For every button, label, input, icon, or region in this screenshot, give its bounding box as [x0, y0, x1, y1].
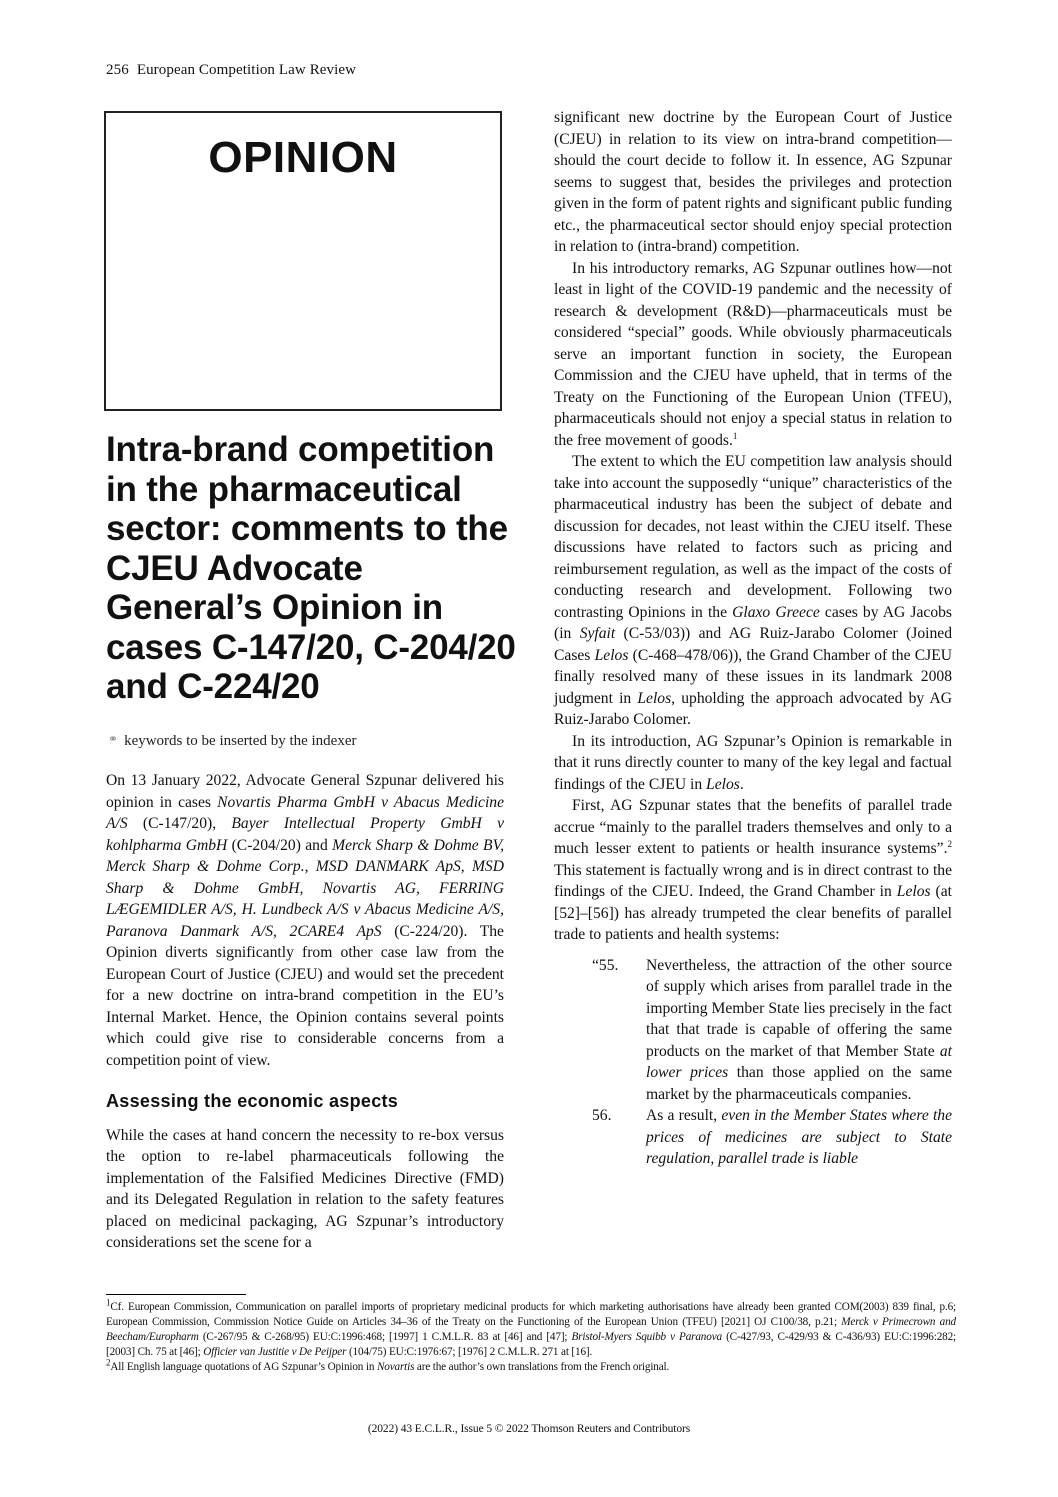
left-column: [106, 770, 504, 1254]
article-title: Intra-brand competition in the pharmaceutical sector: comments to the CJEU Advocate General’s Opinion in cases C-147/20, C-204/20 and C-224/20: [106, 430, 516, 706]
page-footer: (2022) 43 E.C.L.R., Issue 5 © 2022 Thomson Reuters and Contributors: [367, 1423, 691, 1435]
keywords-text: keywords to be inserted by the indexer: [124, 733, 357, 749]
quote-number: “55.: [592, 956, 619, 974]
footnote-text: Cf. European Commission, Communication on parallel imports of proprietary medicinal products for which marketing authorisations have already been granted COM(2003) 839 final, p.6; European Commission, Commission Notice Guide on Articles 34–36 of the Treaty on the Functioning of the European Union (TFEU) [2021] OJ C100/38, p.21; Merck v Primecrown and Beecham/Europharm (C-267/95 & C-268/95) EU:C:1996:468; [1997] 1 C.M.L.R. 83 at [46] and [47]; Bristol-Myers Squibb v Paranova (C-427/93, C-429/93 & C-436/93) EU:C:1996:282; [2003] Ch. 75 at [46]; Officier van Justitie v De Peijper (104/75) EU:C:1976:67; [1976] 2 C.M.L.R. 271 at [16].: [106, 1301, 956, 1358]
quote-text: As a result, even in the Member States where the prices of medicines are subject to State regulation, parallel trade is liable: [646, 1107, 952, 1167]
intro-paragraph: On 13 January 2022, Advocate General Szpunar delivered his opinion in cases Novartis Pharma GmbH v Abacus Medicine A/S (C-147/20), Bayer Intellectual Property GmbH v kohlpharma GmbH (C-204/20) and Merck Sharp & Dohme BV, Merck Sharp & Dohme Corp., MSD DANMARK ApS, MSD Sharp & Dohme GmbH, Novartis AG, FERRING LÆGEMIDLER A/S, H. Lundbeck A/S v Abacus Medicine A/S, Paranova Danmark A/S, 2CARE4 ApS (C-224/20). The Opinion diverts significantly from other case law from the European Court of Justice (CJEU) and would set the precedent for a new doctrine on intra-brand competition in the EU’s Internal Market. Hence, the Opinion contains several points which could give rise to considerable concerns from a competition point of view.: [106, 772, 505, 1069]
section-label: OPINION: [208, 133, 398, 182]
keyword-marker-icon: ⚭: [108, 732, 119, 746]
footnote-text: All English language quotations of AG Szpunar’s Opinion in Novartis are the author’s own translations from the French original.: [110, 1361, 670, 1373]
footnote-ref-1: 1: [732, 430, 738, 441]
quote-text: Nevertheless, the attraction of the other source of supply which arises from parallel trade in the importing Member State lies precisely in the fact that that trade is capable of offering the same products on the market of that Member State at lower prices than those applied on the same market by the pharmaceuticals companies.: [646, 956, 952, 1103]
footnote-divider: [106, 1294, 246, 1295]
paragraph-text: First, AG Szpunar states that the benefits of parallel trade accrue “mainly to the parallel traders themselves and only to a much lesser extent to patients or health insurance systems”.: [554, 797, 952, 857]
paragraph-text-cont: This statement is factually wrong and is in direct contrast to the findings of the CJEU. Indeed, the Grand Chamber in Lelos (at [52]–[56]) has already trumpeted the clear benefits of parallel trade to patients and health systems:: [554, 861, 952, 943]
page-number: 256: [106, 62, 129, 78]
footnote-ref-2: 2: [947, 838, 952, 849]
paragraph-introductory-remarks: [554, 258, 952, 452]
quote-item: [554, 955, 952, 1106]
paragraph-introduction: In its introduction, AG Szpunar’s Opinion is remarkable in that it runs directly counter to many of the key legal and factual findings of the CJEU in Lelos.: [554, 732, 952, 793]
section-heading: Assessing the economic aspects: [106, 1091, 399, 1111]
paragraph-continued: significant new doctrine by the European Court of Justice (CJEU) in relation to its view on intra-brand competition—should the court decide to follow it. In essence, AG Szpunar seems to suggest that, besides the privileges and protection given in the form of patent rights and significant public funding etc., the pharmaceutical sector should enjoy special protection in relation to (intra-brand) competition.: [554, 109, 952, 255]
footnote: [106, 1297, 956, 1360]
block-quote: [554, 955, 952, 1170]
paragraph-first: [554, 795, 952, 946]
opinion-box: [104, 111, 502, 411]
quote-item: [554, 1105, 952, 1170]
footnotes: [106, 1297, 956, 1375]
paragraph-extent: The extent to which the EU competition law analysis should take into account the supposedly “unique” characteristics of the pharmaceutical industry has been the subject of debate and discussion for decades, not least within the CJEU itself. These discussions have related to factors such as pricing and reimbursement regulation, as well as the impact of the costs of conducting research and development. Following two contrasting Opinions in the Glaxo Greece cases by AG Jacobs (in Syfait (C-53/03)) and AG Ruiz-Jarabo Colomer (Joined Cases Lelos (C-468–478/06)), the Grand Chamber of the CJEU finally resolved many of these issues in its landmark 2008 judgment in Lelos, upholding the approach advocated by AG Ruiz-Jarabo Colomer.: [554, 453, 953, 728]
paragraph-text: In his introductory remarks, AG Szpunar outlines how—not least in light of the COVID-19 pandemic and the necessity of research & development (R&D)—pharmaceuticals must be considered “special” goods. While obviously pharmaceuticals serve an important function in society, the European Commission and the CJEU have upheld, that in terms of the Treaty on the Functioning of the European Union (TFEU), pharmaceuticals should not enjoy a special status in relation to the free movement of goods.: [554, 259, 952, 449]
footnote: [106, 1357, 956, 1375]
journal-title: European Competition Law Review: [136, 62, 357, 78]
economic-paragraph: While the cases at hand concern the necessity to re-box versus the option to re-label pharmaceuticals following the implementation of the Falsified Medicines Directive (FMD) and its Delegated Regulation in relation to the safety features placed on medicinal packaging, AG Szpunar’s introductory considerations set the scene for a: [106, 1126, 504, 1251]
footnote-number: 2: [106, 1357, 111, 1368]
footnote-number: 1: [106, 1297, 111, 1308]
running-head: [106, 62, 356, 79]
quote-number: 56.: [592, 1107, 612, 1124]
right-column: [554, 107, 952, 1170]
keywords-line: [108, 732, 357, 750]
